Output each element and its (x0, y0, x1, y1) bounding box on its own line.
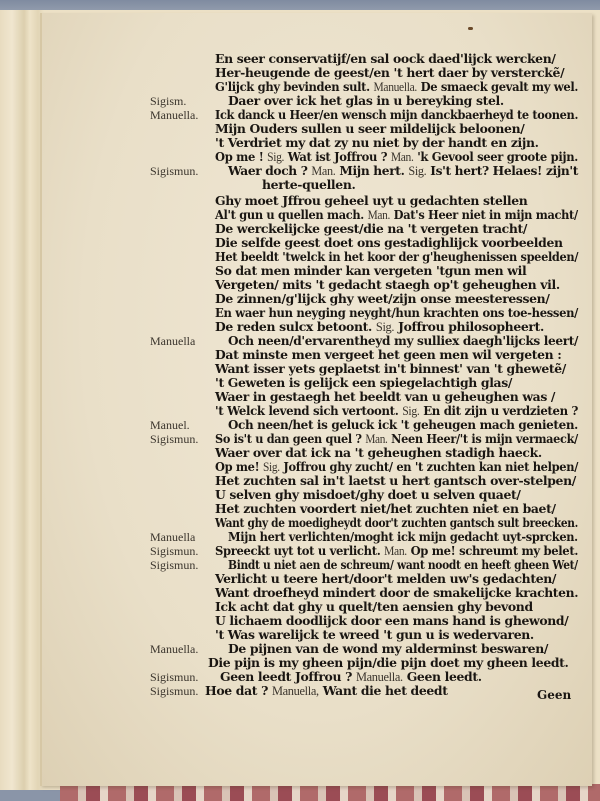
verse-fragment: 'k Gevool seer groote pijn. (413, 149, 578, 164)
verse-text (215, 80, 578, 94)
text-line (0, 122, 600, 136)
verse-fragment: Al't gun u quellen mach. (215, 207, 368, 222)
verse-text (215, 208, 578, 222)
text-line (0, 614, 600, 628)
inline-speaker: Manuella. (373, 80, 417, 94)
verse-text (215, 122, 524, 136)
verse-text (215, 586, 578, 600)
verse-fragment: 't Welck levend sich vertoont. (215, 403, 403, 418)
text-line (0, 348, 600, 362)
verse-fragment: Geen leedt. (402, 669, 482, 684)
text-line (0, 208, 600, 222)
text-line (0, 164, 600, 178)
verse-fragment: Want isser yets geplaetst in't binnest' van 't ghewetẽ/ (215, 361, 566, 376)
verse-text (228, 642, 548, 656)
verse-text (215, 488, 521, 502)
verse-fragment: Want die het deedt (318, 683, 448, 698)
text-line (0, 250, 600, 264)
verse-fragment: De werckelijcke geest/die na 't vergeten tracht/ (215, 221, 528, 236)
text-line (0, 94, 600, 108)
inline-speaker: Man. (390, 150, 414, 164)
verse-text (215, 376, 512, 390)
verse-text (205, 684, 448, 698)
verse-text (228, 94, 504, 108)
catchword: Geen (537, 688, 572, 702)
text-line (0, 108, 600, 122)
verse-fragment: Waer doch ? (228, 163, 312, 178)
text-line (0, 432, 600, 446)
inline-speaker: Man. (365, 432, 388, 446)
text-line (0, 628, 600, 642)
verse-text (228, 164, 578, 178)
speaker-label: Manuel. (150, 418, 190, 432)
verse-fragment: So dat men minder kan vergeten 'tgun men wil (215, 263, 527, 278)
text-line (0, 572, 600, 586)
inline-speaker: Sig. (402, 404, 420, 418)
verse-fragment: Op me! (215, 459, 263, 474)
text-line (0, 236, 600, 250)
text-line (0, 178, 600, 192)
verse-fragment: Is't hert? Helaes! zijn't (426, 163, 579, 178)
speaker-label: Sigismun. (150, 670, 199, 684)
verse-fragment: Och neen/het is geluck ick 't geheugen mach genieten. (228, 417, 578, 432)
verse-fragment: Her-heugende de geest/en 't hert daer by versterckẽ/ (215, 65, 565, 80)
verse-fragment: Het zuchten voordert niet/het zuchten niet en baet/ (215, 501, 556, 516)
verse-fragment: Op me! schreumt my belet. (406, 543, 579, 558)
verse-fragment: Hoe dat ? (205, 683, 272, 698)
speaker-label: Sigismun. (150, 684, 199, 698)
text-line (0, 222, 600, 236)
speaker-label: Sigismun. (150, 164, 199, 178)
verse-text (215, 306, 578, 320)
verse-text (215, 52, 556, 66)
verse-text (215, 278, 560, 292)
verse-text (215, 628, 534, 642)
text-line (0, 418, 600, 432)
verse-fragment: Spreeckt uyt tot u verlicht. (215, 543, 385, 558)
text-line (0, 194, 600, 208)
inline-speaker: Sig. (408, 164, 427, 178)
verse-fragment: Mijn Ouders sullen u seer mildelijck beloonen/ (215, 121, 525, 136)
verse-text (215, 404, 578, 418)
verse-text (215, 362, 566, 376)
text-line (0, 684, 600, 698)
verse-fragment: Die pijn is my gheen pijn/die pijn doet my gheen leedt. (208, 655, 569, 670)
verse-fragment: Het zuchten sal in't laetst u hert gantsch over-stelpen/ (215, 473, 576, 488)
verse-text (215, 390, 555, 404)
text-line (0, 264, 600, 278)
verse-text (215, 460, 578, 474)
verse-fragment: G'lijck ghy bevinden sult. (215, 79, 374, 94)
verse-fragment: Daer over ick het glas in u bereyking stel. (228, 93, 504, 108)
inline-speaker: Manuella. (355, 670, 403, 684)
verse-fragment: Mijn hert verlichten/moght ick mijn gedacht uyt-sprcken. (228, 529, 578, 544)
verse-fragment: 't Was warelijck te wreed 't gun u is wedervaren. (215, 627, 534, 642)
verse-text (215, 264, 526, 278)
verse-fragment: De pijnen van de wond my alderminst beswaren/ (228, 641, 549, 656)
verse-fragment: Geen leedt Joffrou ? (220, 669, 356, 684)
verse-fragment: Neen Heer/'t is mijn vermaeck/ (387, 431, 578, 446)
verse-fragment: 't Verdriet my dat zy nu niet by der handt en zijn. (215, 135, 539, 150)
verse-text (215, 320, 544, 334)
verse-fragment: Vergeten/ mits 't gedacht staegh op't geheughen vil. (215, 277, 560, 292)
speaker-label: Sigismun. (150, 432, 199, 446)
verse-fragment: Och neen/d'ervarentheyd my sulliex daegh'lijcks leert/ (228, 333, 579, 348)
verse-text (215, 502, 556, 516)
text-line (0, 544, 600, 558)
verse-fragment: U selven ghy misdoet/ghy doet u selven quaet/ (215, 487, 521, 502)
text-line (0, 150, 600, 164)
text-line (0, 474, 600, 488)
inline-speaker: Sig. (267, 150, 285, 164)
text-line (0, 376, 600, 390)
verse-fragment: So is't u dan geen quel ? (215, 431, 366, 446)
text-line (0, 488, 600, 502)
verse-fragment: En waer hun neyging neyght/hun krachten ons toe-hessen/ (215, 305, 579, 320)
verse-fragment: En seer conservatijf/en sal oock daed'lijck wercken/ (215, 51, 556, 66)
verse-text (215, 600, 533, 614)
verse-text (215, 236, 563, 250)
text-line (0, 334, 600, 348)
text-line (0, 600, 600, 614)
text-line (0, 390, 600, 404)
speaker-label: Manuella (150, 334, 196, 348)
verse-text (208, 656, 569, 670)
verse-text (215, 432, 578, 446)
verse-fragment: Verlicht u teere hert/door't melden uw's gedachten/ (215, 571, 557, 586)
verse-text (215, 614, 568, 628)
text-line (0, 292, 600, 306)
text-line (0, 586, 600, 600)
inline-speaker: Manuella, (271, 684, 319, 698)
text-line (0, 460, 600, 474)
verse-fragment: Wat ist Joffrou ? (284, 149, 391, 164)
verse-fragment: Ick danck u Heer/en wensch mijn danckbaerheyd te toonen. (215, 107, 579, 122)
verse-fragment: De smaeck gevalt my wel. (416, 79, 579, 94)
verse-text (215, 222, 527, 236)
verse-fragment: Dat's Heer niet in mijn macht/ (390, 207, 578, 222)
verse-text (220, 670, 482, 684)
text-line (0, 66, 600, 80)
speaker-label: Sigism. (150, 94, 187, 108)
verse-text (215, 66, 564, 80)
inline-speaker: Man. (367, 208, 391, 222)
text-line (0, 80, 600, 94)
verse-text (215, 250, 578, 264)
verse-fragment: Joffrou ghy zucht/ en 't zuchten kan niet helpen/ (279, 459, 579, 474)
verse-fragment: De reden sulcx betoont. (215, 319, 376, 334)
text-line (0, 656, 600, 670)
verse-text (215, 474, 576, 488)
text-line (0, 642, 600, 656)
speaker-label: Manuella. (150, 642, 199, 656)
text-line (0, 558, 600, 572)
text-line (0, 404, 600, 418)
text-line (0, 306, 600, 320)
text-line (0, 320, 600, 334)
verse-text (228, 530, 578, 544)
speaker-label: Manuella. (150, 108, 199, 122)
text-line (0, 502, 600, 516)
verse-fragment: Want ghy de moedigheydt door't zuchten gantsch sult breecken. (215, 515, 579, 530)
verse-fragment: Ick acht dat ghy u quelt/ten aensien ghy bevond (215, 599, 533, 614)
text-line (0, 670, 600, 684)
verse-fragment: Joffrou philosopheert. (394, 319, 544, 334)
verse-text (228, 418, 578, 432)
verse-text (215, 544, 578, 558)
inline-speaker: Man. (384, 544, 407, 558)
verse-fragment: 't Geweten is gelijck een spiegelachtigh glas/ (215, 375, 513, 390)
verse-fragment: Op me ! (215, 149, 268, 164)
verse-fragment: Mijn hert. (335, 163, 409, 178)
verse-text (215, 292, 550, 306)
verse-text (215, 348, 561, 362)
text-line (0, 516, 600, 530)
inline-speaker: Sig. (262, 460, 280, 474)
verse-fragment: Waer in gestaegh het beeldt van u geheughen was / (215, 389, 556, 404)
verse-fragment: Want droefheyd mindert door de smakelijcke krachten. (215, 585, 579, 600)
verse-fragment: Dat minste men vergeet het geen men wil vergeten : (215, 347, 562, 362)
text-line (0, 278, 600, 292)
verse-fragment: De zinnen/g'lijck ghy weet/zijn onse meesteressen/ (215, 291, 550, 306)
inline-speaker: Sig. (375, 320, 395, 334)
verse-fragment: Die selfde geest doet ons gestadighlijck voorbeelden (215, 235, 563, 250)
text-line (0, 530, 600, 544)
verse-text (215, 516, 578, 530)
verse-text (215, 108, 578, 122)
verse-text (215, 194, 527, 208)
verse-text (228, 334, 578, 348)
speaker-label: Sigismun. (150, 544, 199, 558)
verse-text (215, 136, 539, 150)
verse-text (215, 150, 578, 164)
verse-fragment: Ghy moet Jffrou geheel uyt u gedachten stellen (215, 193, 528, 208)
speaker-label: Sigismun. (150, 558, 199, 572)
speaker-label: Manuella (150, 530, 196, 544)
text-line (0, 136, 600, 150)
verse-fragment: Het beeldt 'twelck in het koor der g'heughenissen speelden/ (215, 249, 579, 264)
verse-text (262, 178, 355, 192)
inline-speaker: Man. (311, 164, 336, 178)
text-line (0, 52, 600, 66)
verse-text (215, 446, 542, 460)
verse-text (215, 572, 556, 586)
text-line (0, 446, 600, 460)
text-line (0, 362, 600, 376)
verse-fragment: U lichaem doodlijck door een mans hand is ghewond/ (215, 613, 569, 628)
verse-fragment: Waer over dat ick na 't geheughen stadigh haeck. (215, 445, 542, 460)
verse-text (228, 558, 578, 572)
verse-fragment: En dit zijn u verdzieten ? (419, 403, 579, 418)
verse-fragment: Bindt u niet aen de schreum/ want noodt en heeft gheen Wet/ (228, 557, 578, 572)
verse-fragment: herte-quellen. (262, 177, 356, 192)
